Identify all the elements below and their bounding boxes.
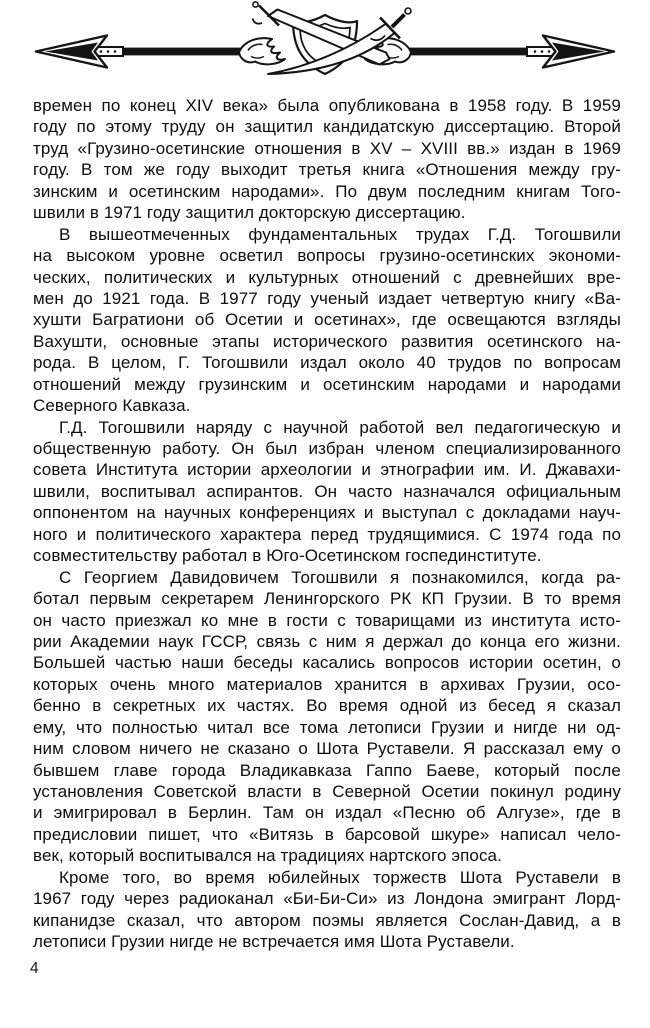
paragraph: [33, 867, 621, 953]
text-line: Вахушти, основные этапы исторического развития осетинского на-: [33, 331, 621, 351]
text-line: которых очень много материалов хранится в архивах Грузии, осо-: [33, 674, 621, 694]
text-line: бенно в секретных их частях. Во время одной из бесед я сказал: [33, 696, 621, 716]
text-line: году по этому труду он защитил кандидатскую диссертацию. Второй: [33, 117, 621, 137]
text-line: В вышеотмеченных фундаментальных трудах Г.Д. Тогошвили: [59, 224, 621, 244]
text-line: С Георгием Давидовичем Тогошвили я познакомился, когда ра-: [59, 567, 621, 587]
text-line: мен до 1921 года. В 1977 году ученый издает четвертую книгу «Ва-: [33, 288, 621, 308]
text-line: ботал первым секретарем Ленингорского РК КП Грузии. В то время: [33, 589, 621, 609]
text-line: году. В том же году выходит третья книга «Отношения между гру-: [33, 160, 621, 180]
text-line: отношений между грузинским и осетинским народами и народами: [33, 374, 621, 394]
text-line: установления Советской власти в Северной Осетии покинул родину: [33, 782, 621, 801]
text-line: Северного Кавказа.: [33, 396, 191, 416]
text-line: швили, воспитывал аспирантов. Он часто назначался официальным: [33, 481, 621, 501]
text-line: век, который воспитывался на традициях нартского эпоса.: [33, 846, 502, 866]
paragraph: [33, 95, 621, 224]
text-line: хушти Багратиони об Осетии и осетинах», где освещаются взгляды: [33, 310, 621, 330]
text-line: он часто приезжал ко мне в гости с товарищами из института исто-: [33, 610, 621, 630]
text-line: рии Академии наук ГССР, связь с ним я держал до конца его жизни.: [33, 631, 621, 651]
text-line: Большей частью наши беседы касались вопросов истории осетин, о: [33, 653, 621, 673]
text-line: 1967 году через радиоканал «Би-Би-Си» из Лондона эмигрант Лорд-: [33, 889, 621, 909]
text-line: зинским и осетинским народами». По двум последним книгам Того-: [33, 181, 621, 201]
text-line: ему, что полностью читал все тома летописи Грузии и нигде ни од-: [33, 717, 621, 737]
paragraph: [33, 417, 621, 567]
text-line: ним словом ничего не сказано о Шота Руставели. Я рассказал ему о: [33, 739, 621, 759]
text-line: ческих, политических и культурных отношений с древнейших вре-: [33, 267, 621, 287]
text-line: времен по конец XIV века» была опубликована в 1958 году. В 1959: [33, 96, 621, 115]
spear-rule-crossed-swords-shield-icon: [0, 0, 650, 100]
text-line: ного и политического характера перед трудящимися. С 1974 года по: [33, 524, 621, 544]
text-line: кипанидзе сказал, что автором поэмы является Сослан-Давид, а в: [33, 910, 621, 930]
text-line: бывшем главе города Владикавказа Гаппо Баеве, который после: [33, 760, 621, 780]
paragraph: [33, 224, 621, 417]
text-line: летописи Грузии нигде не встречается имя Шота Руставели.: [33, 932, 515, 952]
text-line: совместительству работал в Юго-Осетинском госпединституте.: [33, 546, 542, 566]
text-line: совета Института истории археологии и этнографии им. И. Джавахи-: [33, 460, 621, 480]
text-line: швили в 1971 году защитил докторскую диссертацию.: [33, 203, 466, 223]
text-line: и эмигрировал в Берлин. Там он издал «Песню об Алгузе», где в: [33, 803, 621, 823]
text-line: труд «Грузино-осетинские отношения в XV – XVIII вв.» издан в 1969: [33, 138, 621, 158]
paragraph: [33, 567, 621, 867]
text-line: предисловии пишет, что «Витязь в барсовой шкуре» написал чело-: [33, 824, 621, 844]
text-line: Г.Д. Тогошвили наряду с научной работой вел педагогическую и: [59, 417, 621, 437]
text-block: [33, 95, 621, 953]
text-line: рода. В целом, Г. Тогошвили издал около 40 трудов по вопросам: [33, 353, 621, 373]
text-line: оппонентом на научных конференциях и выступал с докладами науч-: [33, 503, 621, 523]
page-number: 4: [30, 960, 39, 977]
text-line: на высоком уровне осветил вопросы грузино-осетинских экономи-: [33, 246, 621, 266]
text-line: общественную работу. Он был избран членом специализированного: [33, 439, 621, 458]
text-line: Кроме того, во время юбилейных торжеств Шота Руставели в: [59, 867, 621, 887]
